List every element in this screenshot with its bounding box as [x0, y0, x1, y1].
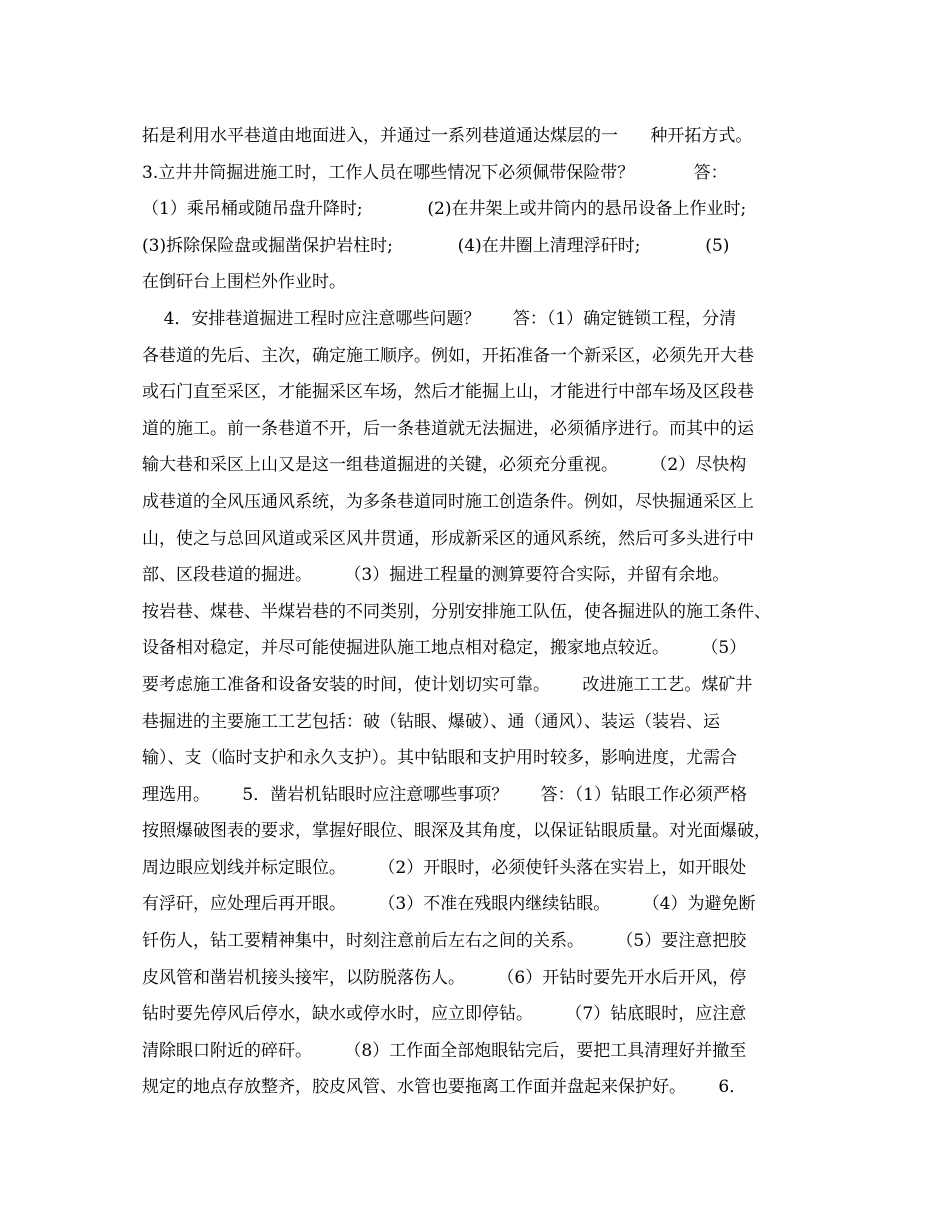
text-line: 理选用。 5．凿岩机钻眼时应注意哪些事项？ 答：（1）钻眼工作必须严格 — [142, 784, 747, 805]
text-line: 成巷道的全风压通风系统，为多条巷道同时施工创造条件。例如，尽快掘通采区上 — [142, 491, 754, 512]
text-line: (3)拆除保险盘或掘凿保护岩柱时; (4)在井圈上清理浮矸时; (5) — [142, 235, 730, 256]
text-line: 设备相对稳定，并尽可能使掘进队施工地点相对稳定，搬家地点较近。 （5） — [142, 638, 747, 659]
text-line: 按岩巷、煤巷、半煤岩巷的不同类别，分别安排施工队伍，使各掘进队的施工条件、 — [142, 601, 771, 622]
text-line: 输）、支（临时支护和永久支护）。其中钻眼和支护用时较多，影响进度，尤需合 — [142, 748, 737, 769]
text-line: 或石门直至采区，才能掘采区车场，然后才能掘上山，才能进行中部车场及区段巷 — [142, 382, 754, 403]
text-line: 道的施工。前一条巷道不开，后一条巷道就无法掘进，必须循序进行。而其中的运 — [142, 418, 754, 439]
text-line: 各巷道的先后、主次，确定施工顺序。例如，开拓准备一个新采区，必须先开大巷 — [142, 345, 754, 366]
text-line: 巷掘进的主要施工工艺包括：破（钻眼、爆破）、通（通风）、装运（装岩、运 — [142, 711, 720, 732]
text-line: 钎伤人，钻工要精神集中，时刻注意前后左右之间的关系。 （5）要注意把胶 — [142, 931, 747, 952]
text-line: 要考虑施工准备和设备安装的时间，使计划切实可靠。 改进施工工艺。煤矿井 — [142, 674, 753, 695]
text-line: 规定的地点存放整齐，胶皮风管、水管也要拖离工作面并盘起来保护好。 6． — [142, 1077, 747, 1098]
text-line: 钻时要先停风后停水，缺水或停水时，应立即停钻。 （7）钻底眼时，应注意 — [142, 1004, 747, 1025]
text-line: 拓是利用水平巷道由地面进入，并通过一系列巷道通达煤层的一 种开拓方式。 — [142, 126, 753, 146]
text-line: 有浮矸，应处理后再开眼。 （3）不准在残眼内继续钻眼。 （4）为避免断 — [142, 894, 756, 915]
text-line: 输大巷和采区上山又是这一组巷道掘进的关键，必须充分重视。 （2）尽快构 — [142, 455, 747, 476]
text-line: 山，使之与总回风道或采区风井贯通，形成新采区的通风系统，然后可多头进行中 — [142, 528, 754, 549]
text-line: 按照爆破图表的要求，掌握好眼位、眼深及其角度，以保证钻眼质量。对光面爆破， — [142, 821, 771, 842]
text-line: （1）乘吊桶或随吊盘升降时; (2)在井架上或井筒内的悬吊设备上作业时; — [142, 199, 747, 220]
text-line: 皮风管和凿岩机接头接牢，以防脱落伤人。 （6）开钻时要先开水后开风，停 — [142, 967, 747, 988]
text-line: 周边眼应划线并标定眼位。 （2）开眼时，必须使钎头落在实岩上，如开眼处 — [142, 857, 747, 878]
text-line: 清除眼口附近的碎矸。 （8）工作面全部炮眼钻完后，要把工具清理好并撤至 — [142, 1040, 747, 1061]
text-line: 3.立井井筒掘进施工时，工作人员在哪些情况下必须佩带保险带？ 答： — [142, 162, 728, 183]
text-line: 部、区段巷道的掘进。 （3）掘进工程量的测算要符合实际，并留有余地。 — [142, 565, 730, 586]
document-body — [142, 118, 812, 1106]
text-line: 在倒矸台上围栏外作业时。 — [142, 272, 346, 293]
text-line: 4．安排巷道掘进工程时应注意哪些问题？ 答：（1）确定链锁工程，分清 — [142, 308, 737, 329]
